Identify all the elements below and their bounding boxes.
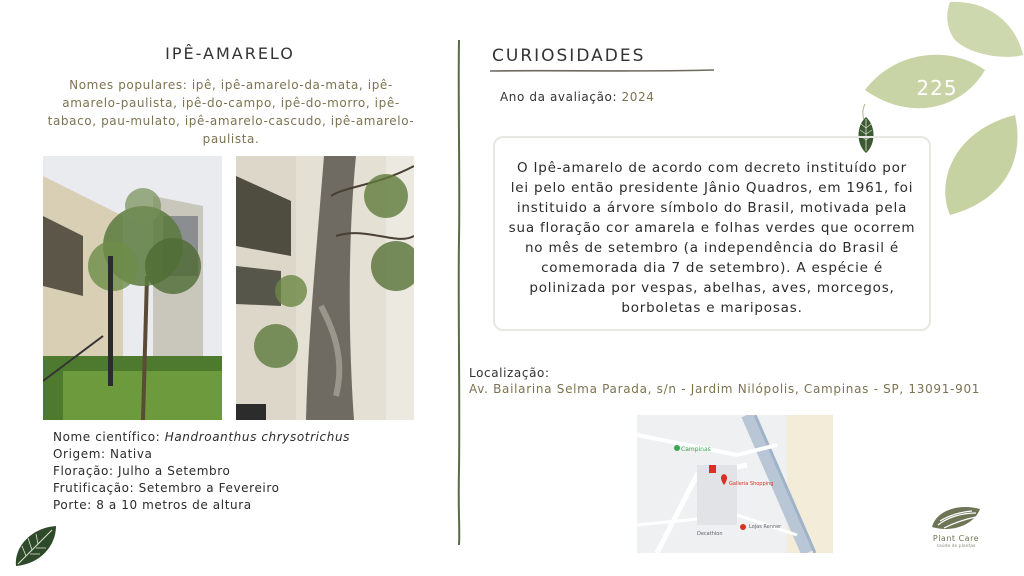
plant-care-logo-icon <box>930 503 982 533</box>
location-label: Localização: <box>469 366 550 380</box>
location-map[interactable] <box>637 415 833 553</box>
map-label-decathlon: Decathlon <box>697 531 723 537</box>
evaluation-year: Ano da avaliação: 2024 <box>500 90 655 104</box>
scientific-name-value: Handroanthus chrysotrichus <box>164 430 351 444</box>
evaluation-year-value: 2024 <box>621 90 655 104</box>
species-title: IPÊ-AMARELO <box>165 44 295 63</box>
popular-names: Nomes populares: ipê, ipê-amarelo-da-mata, ipê-amarelo-paulista, ipê-do-campo, ipê-do-morro, ipê-tabaco, pau-mulato, ipê-amarelo-cascudo, ipê-amarelo-paulista. <box>47 78 415 146</box>
map-label-renner: Lojas Renner <box>749 524 782 530</box>
vertical-divider <box>457 40 461 545</box>
curiosity-text: O Ipê-amarelo de acordo com decreto instituído por lei pelo então presidente Jânio Quadros, em 1961, foi instituido a árvore símbolo do Brasil, motivada pela sua floração cor amarela e folhas verdes que ocorrem no mês de setembro (a independência do Brasil é comemorada dia 7 de setembro). A espécie é polinizada por vespas, abelhas, aves, morcegos, borboletas e mariposas. <box>493 136 931 331</box>
brand-tagline: saúde de plantas <box>936 544 976 549</box>
size-line: Porte: 8 a 10 metros de altura <box>53 498 252 512</box>
location-address[interactable]: Av. Bailarina Selma Parada, s/n - Jardim Nilópolis, Campinas - SP, 13091-901 <box>469 382 981 396</box>
scientific-name-line: Nome científico: Handroanthus chrysotrichus <box>53 430 351 444</box>
species-facts <box>53 429 350 514</box>
curiosities-title: CURIOSIDADES <box>492 46 646 66</box>
map-label-galleria: Galleria Shopping <box>729 481 774 487</box>
fruiting-line: Frutificação: Setembro a Fevereiro <box>53 481 280 495</box>
leaf-icon <box>12 524 58 568</box>
building-tree-photo <box>43 156 222 420</box>
title-underline <box>490 68 714 74</box>
flowering-line: Floração: Julho a Setembro <box>53 464 231 478</box>
brand-name: Plant Care <box>932 534 980 543</box>
origin-line: Origem: Nativa <box>53 447 153 461</box>
record-number: 225 <box>916 76 958 100</box>
tree-trunk-photo <box>236 156 414 420</box>
map-label-campinas: Campinas <box>681 446 711 453</box>
